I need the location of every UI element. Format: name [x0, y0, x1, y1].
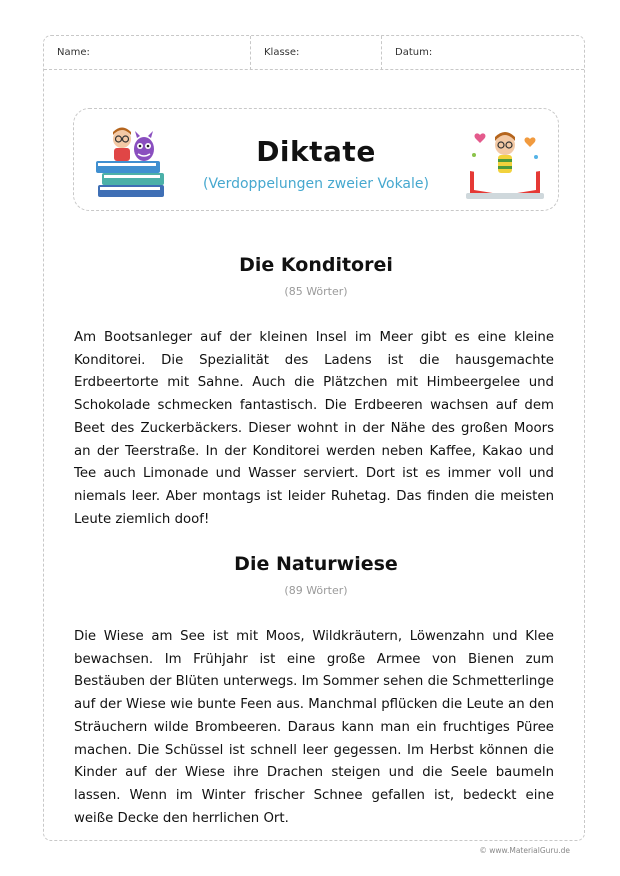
story-text-2: Die Wiese am See ist mit Moos, Wildkräutern, Löwenzahn und Klee bewachsen. Im Frühjahr ist eine große Armee von Bienen zum Bestäuben der Blüten unterwegs. Im Sommer sehen die Schmetterlinge auf der Wiese wie bunte Feen aus. Manchmal pflücken die Leute an den Sträuchern wilde Brombeeren. Daraus kann man ein fruchtiges Püree machen. Die Schüssel ist schnell leer gegessen. Im Herbst können die Kinder auf der Wiese ihre Drachen steigen und die Seele baumeln lassen. Wenn im Winter frischer Schnee gefallen ist, bedeckt eine weiße Decke den herrlichen Ort. [74, 629, 554, 826]
class-label: Klasse: [264, 47, 300, 58]
name-label: Name: [57, 47, 90, 58]
class-field[interactable] [250, 36, 381, 70]
student-info-row [44, 36, 584, 70]
story-title-1: Die Konditorei [239, 254, 393, 276]
word-count-1: (85 Wörter) [284, 285, 348, 298]
page-title: Diktate [256, 135, 376, 168]
name-field[interactable] [44, 36, 250, 70]
copyright-footer: © www.MaterialGuru.de [479, 846, 570, 855]
story-text-1: Am Bootsanleger auf der kleinen Insel im Meer gibt es eine kleine Konditorei. Die Spezialität des Ladens ist die hausgemachte Erdbeertorte mit Sahne. Auch die Plätzchen mit Himbeergelee und Schokolade schmecken fantastisch. Die Erdbeeren wachsen auf dem Beet des Zuckerbäckers. Dieser wohnt in der Nähe des großen Moors an der Teerstraße. In der Konditorei werden neben Kaffee, Kakao und Tee auch Limonade und Wasser serviert. Dort ist es immer voll und niemals leer. Aber montags ist leider Ruhetag. Das finden die meisten Leute ziemlich doof! [74, 330, 554, 527]
title-banner [73, 108, 559, 211]
page-subtitle: (Verdoppelungen zweier Vokale) [203, 176, 429, 192]
reading-child-illustration-icon [462, 121, 548, 203]
word-count-2: (89 Wörter) [284, 584, 348, 597]
date-label: Datum: [395, 47, 433, 58]
story-title-2: Die Naturwiese [234, 553, 398, 575]
date-field[interactable] [381, 36, 586, 70]
